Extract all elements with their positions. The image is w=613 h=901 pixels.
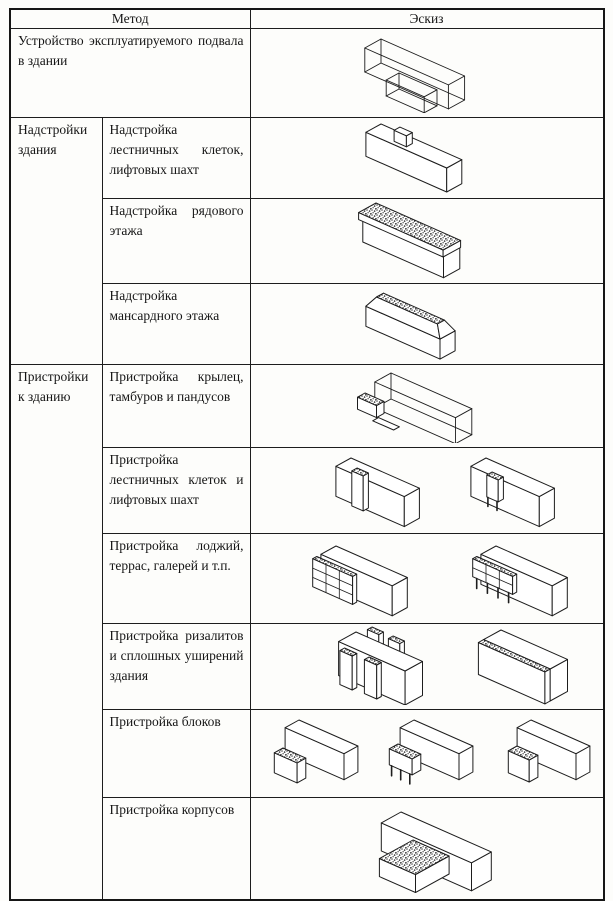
- method-cell-wings: Пристройка корпусов: [102, 798, 250, 901]
- sketch-porch-tambour-ramp: [251, 365, 603, 443]
- group-cell-superstructures: Надстройки здания: [10, 118, 102, 365]
- sketch-cell: [250, 29, 604, 118]
- sketch-exploitable-basement: [251, 29, 603, 113]
- sketch-annexed-loggias: [251, 534, 603, 619]
- method-cell-mansard: Надстройка мансардного этажа: [102, 284, 250, 365]
- sketch-annexed-risalits: [251, 624, 603, 705]
- reconstruction-methods-table: [9, 8, 605, 901]
- sketch-cell: [250, 284, 604, 365]
- method-cell-porches: Пристройка крылец, тамбуров и пандусов: [102, 365, 250, 448]
- table-row: [10, 118, 604, 199]
- method-cell-risalits: Пристройка ризалитов и сплошных уширений здания: [102, 624, 250, 710]
- sketch-annexed-shaft-towers: [251, 448, 603, 529]
- sketch-cell: [250, 365, 604, 448]
- sketch-cell: [250, 710, 604, 798]
- sketch-cell: [250, 624, 604, 710]
- column-header-method: Метод: [10, 9, 250, 29]
- column-header-sketch: Эскиз: [250, 9, 604, 29]
- table-row: [10, 29, 604, 118]
- method-cell-basement: Устройство эксплуатируемого подвала в здании: [10, 29, 250, 118]
- method-cell-annexed-shafts: Пристройка лестничных клеток и лифтовых шахт: [102, 448, 250, 534]
- sketch-annexed-wings: [251, 798, 603, 895]
- sketch-cell: [250, 534, 604, 624]
- table-row: [10, 365, 604, 448]
- sketch-added-floor: [251, 199, 603, 279]
- sketch-cell: [250, 118, 604, 199]
- method-cell-loggias: Пристройка лоджий, террас, галерей и т.п.: [102, 534, 250, 624]
- method-cell-regular-floor: Надстройка рядового этажа: [102, 199, 250, 284]
- sketch-annexed-blocks: [251, 710, 603, 793]
- sketch-mansard-floor: [251, 284, 603, 360]
- sketch-cell: [250, 798, 604, 901]
- group-cell-extensions: Пристройки к зданию: [10, 365, 102, 901]
- sketch-rooftop-shaft-box: [251, 118, 603, 194]
- sketch-cell: [250, 199, 604, 284]
- method-cell-blocks: Пристройка блоков: [102, 710, 250, 798]
- sketch-cell: [250, 448, 604, 534]
- table-header-row: [10, 9, 604, 29]
- method-cell-rooftop-shafts: Надстройка лестничных клеток, лифтовых шахт: [102, 118, 250, 199]
